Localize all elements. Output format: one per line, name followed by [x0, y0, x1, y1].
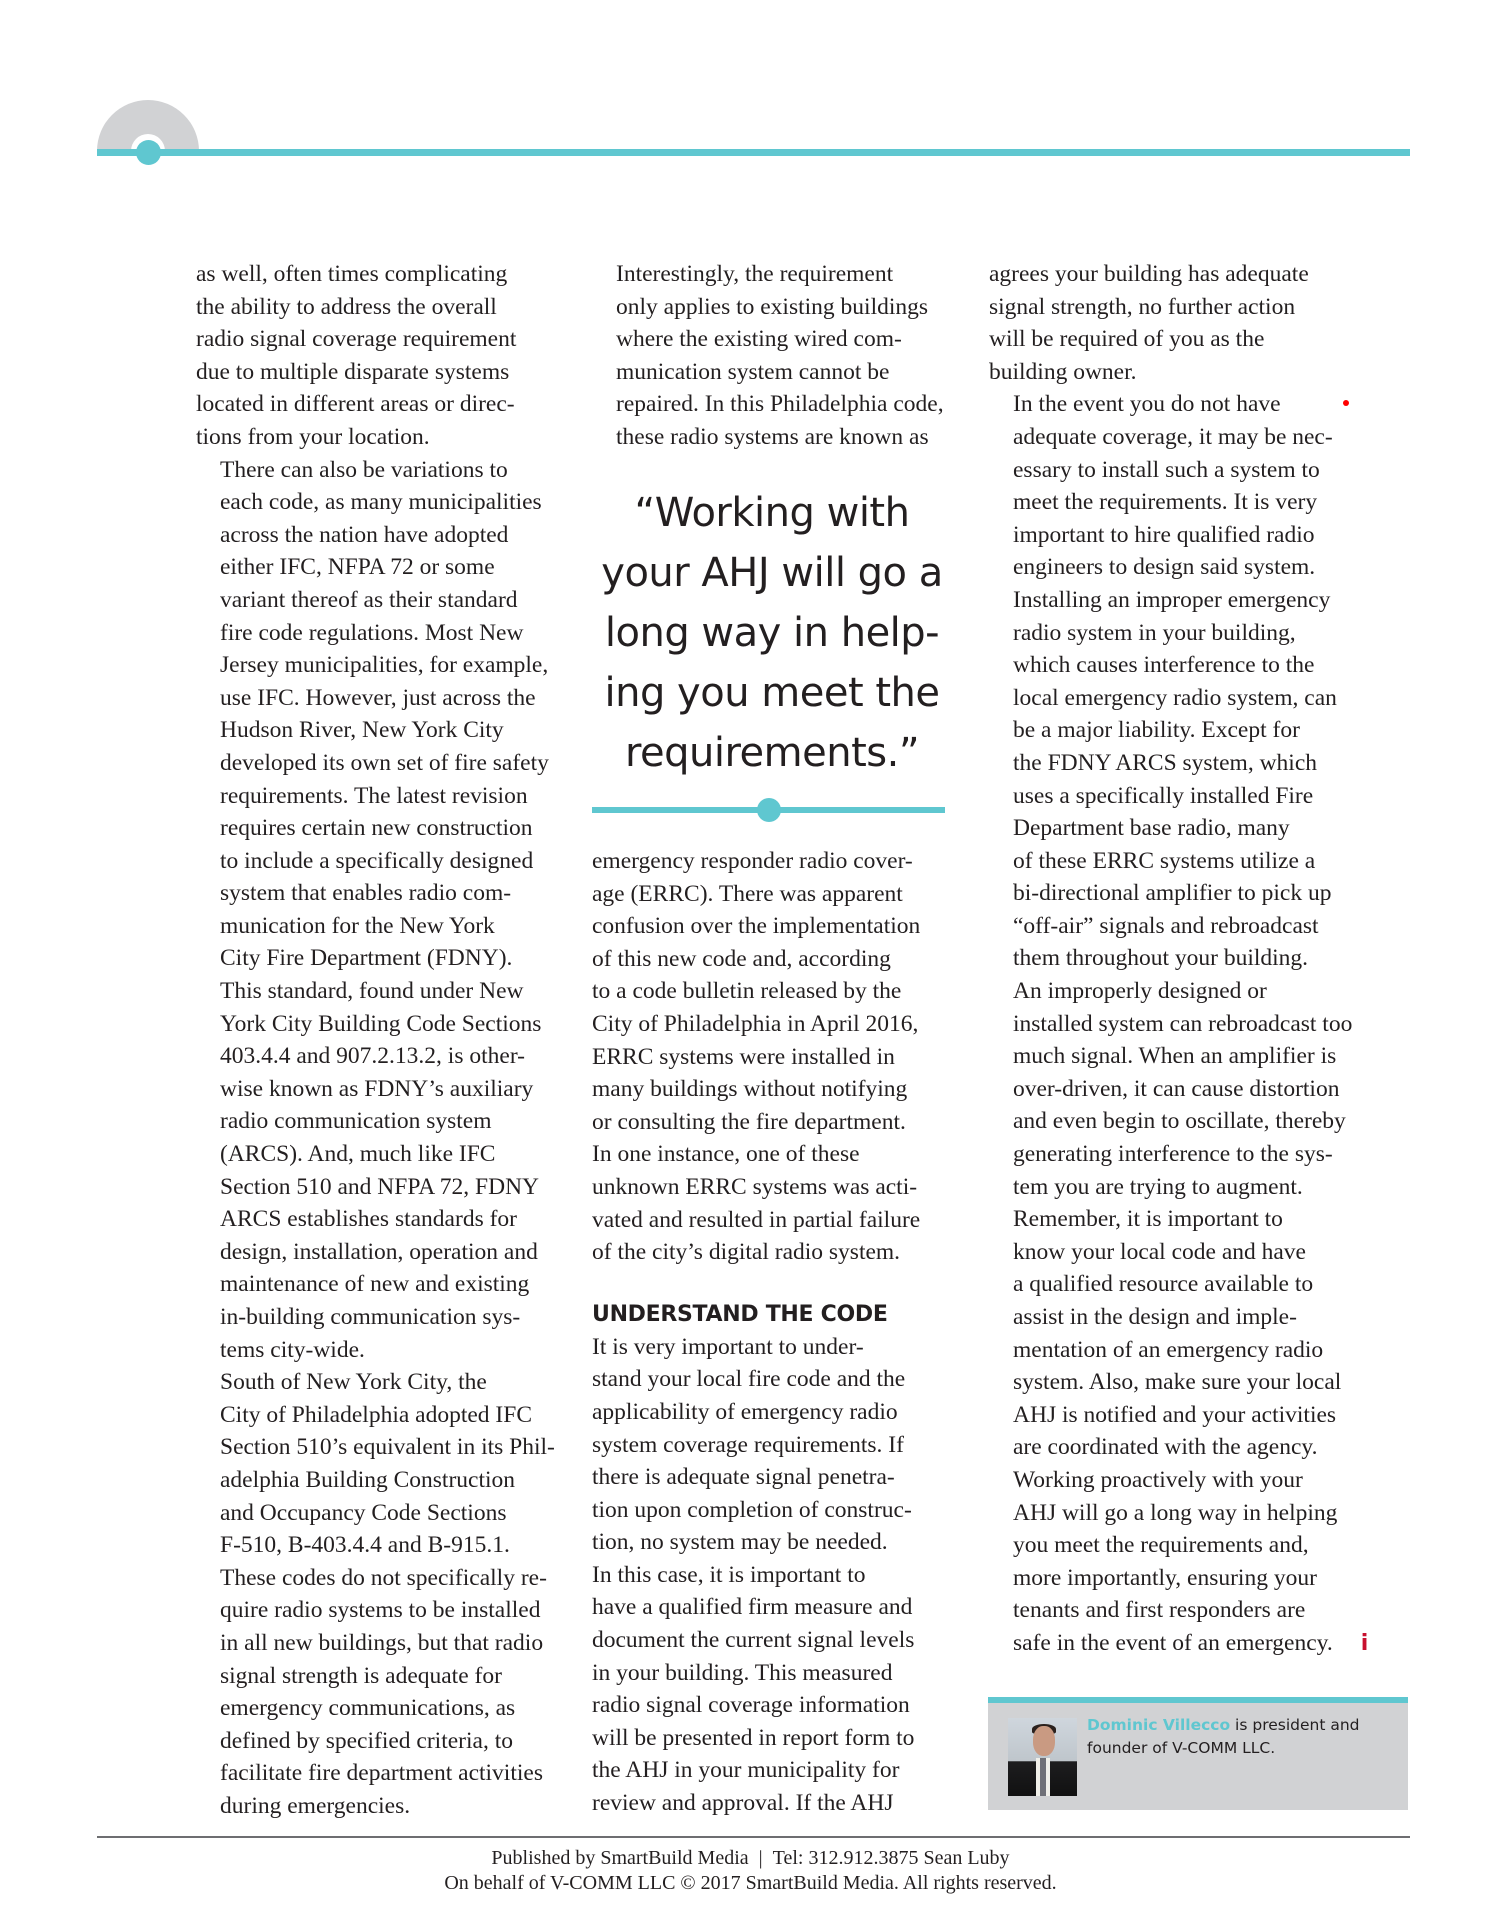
text-line: in-building communication sys- [220, 1304, 521, 1330]
pull-quote-dot [757, 798, 781, 822]
text-line: Interestingly, the requirement [616, 261, 894, 287]
text-line: due to multiple disparate systems [196, 358, 510, 385]
paragraph [196, 454, 556, 1367]
text-line: be a major liability. Except for [1013, 717, 1300, 744]
text-line: Section 510 and NFPA 72, FDNY [220, 1173, 540, 1200]
text-line: only applies to existing buildings [616, 293, 929, 320]
author-photo [1008, 1718, 1077, 1796]
text-line: across the nation have adopted [220, 521, 509, 548]
text-line: over-driven, it can cause distortion [1013, 1075, 1340, 1102]
footer [0, 1846, 1501, 1896]
text-line: safe in the event of an emergency. i [989, 1627, 1349, 1661]
footer-contact: Tel: 312.912.3875 Sean Luby [772, 1847, 1010, 1869]
text-line: design, installation, operation and [220, 1238, 538, 1265]
text-line: wise known as FDNY’s auxiliary [220, 1075, 534, 1102]
text-line: and Occupancy Code Sections [220, 1499, 507, 1526]
pull-quote [592, 483, 952, 783]
text-line: radio communication system [220, 1108, 492, 1135]
text-line: tems city-wide. [220, 1336, 365, 1363]
footer-line-1 [0, 1846, 1501, 1871]
text-line: engineers to design said system. [1013, 554, 1316, 581]
text-line: Jersey municipalities, for example, [220, 652, 549, 679]
photo-shirt-tie [1036, 1758, 1050, 1796]
text-line: An improperly designed or [1013, 978, 1267, 1005]
text-line: use IFC. However, just across the [220, 684, 536, 711]
text-line: facilitate fire department activities [220, 1760, 543, 1787]
text-line: each code, as many municipalities [220, 489, 542, 516]
text-line: AHJ will go a long way in helping [1013, 1499, 1338, 1526]
text-line: City Fire Department (FDNY). [220, 945, 513, 972]
text-line: document the current signal levels [592, 1627, 915, 1654]
section-heading: UNDERSTAND THE CODE [592, 1301, 888, 1327]
text-line: them throughout your building. [1013, 945, 1309, 972]
paragraph [989, 975, 1353, 1203]
text-line: AHJ is notified and your activities [1013, 1401, 1337, 1428]
text-line: tion, no system may be needed. [592, 1529, 888, 1556]
paragraph [196, 258, 556, 454]
text-line: fire code regulations. Most New [220, 619, 524, 646]
text-line: uses a specifically installed Fire [1013, 782, 1314, 809]
text-line: vated and resulted in partial failure [592, 1206, 921, 1233]
red-marker-dot [1343, 400, 1349, 406]
text-line: Hudson River, New York City [220, 717, 504, 744]
header-rule [97, 149, 1410, 156]
text-line: to a code bulletin released by the [592, 978, 902, 1005]
text-line: maintenance of new and existing [220, 1271, 530, 1298]
footer-copyright: On behalf of V-COMM LLC © 2017 SmartBuild Media. All rights reserved. [444, 1872, 1057, 1894]
text-line: will be required of you as the [989, 326, 1265, 353]
text-line: mentation of an emergency radio [1013, 1336, 1324, 1363]
text-line: emergency responder radio cover- [592, 848, 913, 874]
text-line: know your local code and have [1013, 1238, 1306, 1265]
text-line: radio system in your building, [1013, 619, 1296, 646]
text-line: signal strength is adequate for [220, 1662, 502, 1689]
text-line: as well, often times complicating [196, 261, 508, 287]
text-line: installed system can rebroadcast too [1013, 1010, 1353, 1037]
text-line: either IFC, NFPA 72 or some [220, 554, 495, 581]
text-line: Working proactively with your [1013, 1466, 1303, 1493]
text-line: these radio systems are known as [616, 423, 929, 450]
text-line: are coordinated with the agency. [1013, 1434, 1318, 1461]
text-line: Section 510’s equivalent in its Phil- [220, 1434, 555, 1461]
paragraph [592, 258, 952, 454]
article-column-1 [196, 258, 556, 1823]
text-line: There can also be variations to [220, 456, 508, 483]
text-line: have a qualified firm measure and [592, 1594, 913, 1621]
text-line: defined by specified criteria, to [220, 1727, 513, 1754]
text-line: assist in the design and imple- [1013, 1304, 1297, 1330]
text-line: meet the requirements. It is very [1013, 489, 1318, 516]
text-line: South of New York City, the [220, 1369, 487, 1396]
text-line: to include a specifically designed [220, 847, 534, 874]
text-line: tenants and first responders are [1013, 1597, 1306, 1624]
text-line: in all new buildings, but that radio [220, 1629, 544, 1656]
footer-rule [97, 1836, 1410, 1838]
footer-separator: | [758, 1847, 763, 1869]
text-line: system coverage requirements. If [592, 1431, 904, 1458]
text-line: (ARCS). And, much like IFC [220, 1141, 496, 1168]
text-line: your AHJ will go a [601, 550, 943, 596]
text-line: which causes interference to the [1013, 652, 1315, 679]
photo-face [1033, 1726, 1055, 1756]
text-line: system that enables radio com- [220, 880, 512, 907]
text-line: ing you meet the [604, 670, 940, 716]
article-column-3 [989, 258, 1369, 1661]
text-line: bi-directional amplifier to pick up [1013, 880, 1332, 907]
text-line: developed its own set of fire safety [220, 749, 549, 776]
text-line: Installing an improper emergency [1013, 586, 1331, 613]
text-line: ARCS establishes standards for [220, 1206, 517, 1233]
text-line: located in different areas or direc- [196, 391, 515, 418]
text-line: quire radio systems to be installed [220, 1597, 541, 1624]
text-line: These codes do not specifically re- [220, 1564, 547, 1591]
text-line: F-510, B-403.4.4 and B-915.1. [220, 1532, 510, 1559]
text-line: ERRC systems were installed in [592, 1043, 895, 1070]
text-line: will be presented in report form to [592, 1724, 915, 1751]
text-line: tions from your location. [196, 423, 430, 450]
text-line: City of Philadelphia in April 2016, [592, 1010, 919, 1037]
paragraph [592, 845, 952, 1269]
paragraph [989, 388, 1349, 975]
footer-publisher: Published by SmartBuild Media [491, 1847, 749, 1869]
text-line: the AHJ in your municipality for [592, 1757, 900, 1784]
text-line: 403.4.4 and 907.2.13.2, is other- [220, 1043, 525, 1070]
text-line: agrees your building has adequate [989, 261, 1309, 287]
text-line: variant thereof as their standard [220, 586, 518, 613]
author-bio-line1: is president and [1230, 1716, 1360, 1734]
text-line: where the existing wired com- [616, 326, 902, 353]
text-line: many buildings without notifying [592, 1076, 908, 1103]
text-line: York City Building Code Sections [220, 1010, 542, 1037]
text-line: In the event you do not have [1013, 391, 1281, 418]
text-line: essary to install such a system to [1013, 456, 1320, 483]
paragraph-final [989, 1203, 1369, 1660]
text-line: stand your local fire code and the [592, 1366, 906, 1393]
text-line: long way in help- [604, 610, 940, 656]
text-line: system. Also, make sure your local [1013, 1369, 1342, 1396]
text-line: signal strength, no further action [989, 293, 1296, 320]
text-line: age (ERRC). There was apparent [592, 880, 903, 907]
article-column-2-top [592, 258, 952, 454]
text-line: “off-air” signals and rebroadcast [1013, 912, 1319, 939]
text-line: during emergencies. [220, 1792, 411, 1819]
text-line: building owner. [989, 358, 1137, 385]
text-line: repaired. In this Philadelphia code, [616, 391, 944, 418]
text-line: the ability to address the overall [196, 293, 497, 320]
text-line: adequate coverage, it may be nec- [1013, 423, 1333, 450]
text-line: and even begin to oscillate, thereby [1013, 1108, 1346, 1135]
text-line: It is very important to under- [592, 1333, 864, 1360]
text-line: tem you are trying to augment. [1013, 1173, 1303, 1200]
text-line: munication for the New York [220, 912, 495, 939]
text-line: City of Philadelphia adopted IFC [220, 1401, 532, 1428]
text-line: requires certain new construction [220, 815, 533, 842]
author-name: Dominic Villecco [1087, 1716, 1231, 1734]
text-line: much signal. When an amplifier is [1013, 1043, 1337, 1070]
text-line: requirements. The latest revision [220, 782, 528, 809]
text-line: This standard, found under New [220, 978, 524, 1005]
text-line: adelphia Building Construction [220, 1466, 516, 1493]
text-line: radio signal coverage requirement [196, 326, 517, 353]
text-line: In one instance, one of these [592, 1141, 860, 1168]
text-line: In this case, it is important to [592, 1561, 866, 1588]
text-line: generating interference to the sys- [1013, 1141, 1333, 1168]
text-line: “Working with [634, 490, 910, 536]
text-line: tion upon completion of construc- [592, 1496, 912, 1523]
text-line: of this new code and, according [592, 945, 891, 972]
text-line: there is adequate signal penetra- [592, 1464, 895, 1491]
text-line: munication system cannot be [616, 358, 890, 385]
text-line: important to hire qualified radio [1013, 521, 1315, 548]
text-line: review and approval. If the AHJ [592, 1790, 894, 1817]
author-bio-line2: founder of V-COMM LLC. [1087, 1739, 1276, 1757]
text-line: Remember, it is important to [1013, 1206, 1283, 1233]
text-line: of these ERRC systems utilize a [1013, 847, 1316, 874]
paragraph [196, 1366, 556, 1822]
text-line: emergency communications, as [220, 1695, 516, 1722]
text-line: confusion over the implementation [592, 913, 921, 940]
text-line: of the city’s digital radio system. [592, 1239, 901, 1266]
text-line: a qualified resource available to [1013, 1271, 1314, 1298]
text-line: you meet the requirements and, [1013, 1532, 1309, 1559]
text-line: requirements.” [624, 730, 920, 776]
text-line: unknown ERRC systems was acti- [592, 1173, 918, 1200]
author-bio-text [1087, 1714, 1397, 1760]
end-of-article-icon: i [1360, 1630, 1369, 1656]
text-line: or consulting the fire department. [592, 1108, 906, 1135]
text-line: more importantly, ensuring your [1013, 1564, 1317, 1591]
paragraph [592, 1331, 952, 1820]
text-line: Department base radio, many [1013, 815, 1290, 842]
article-column-2-bottom [592, 845, 952, 1820]
header-dot [136, 140, 161, 165]
author-bio-rule [988, 1697, 1408, 1703]
text-line: local emergency radio system, can [1013, 684, 1337, 711]
text-line: applicability of emergency radio [592, 1398, 898, 1425]
paragraph [989, 258, 1349, 388]
text-line: in your building. This measured [592, 1659, 893, 1686]
text-line: radio signal coverage information [592, 1692, 910, 1719]
text-line: the FDNY ARCS system, which [1013, 749, 1317, 776]
